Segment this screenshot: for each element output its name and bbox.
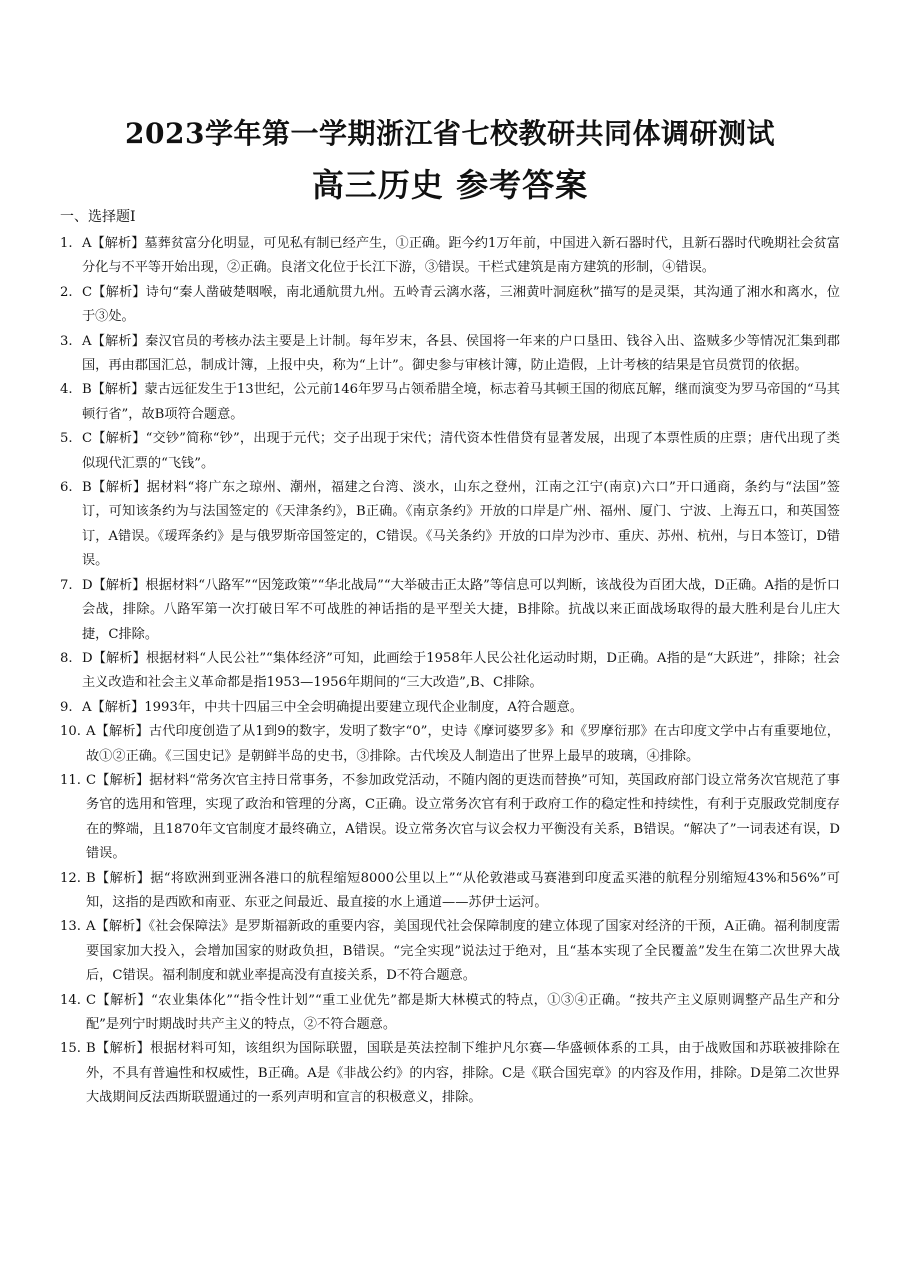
answer-item-5	[60, 427, 840, 476]
section-heading: 一、选择题Ⅰ	[60, 209, 136, 225]
answer-item-8	[60, 647, 840, 696]
document-title: 2023学年第一学期浙江省七校教研共同体调研测试	[125, 117, 775, 150]
item-text: A【解析】秦汉官员的考核办法主要是上计制。每年岁末，各县、侯国将一年来的户口垦田、钱谷入出、盗贼多少等情况汇集到郡国，再由郡国汇总，制成计簿，上报中央，称为“上计”。御史参与审核计簿，防止造假，上计考核的结果是官员赏罚的依据。	[82, 333, 840, 374]
answer-item-7	[60, 574, 840, 647]
item-text: C【解析】“农业集体化”“指令性计划”“重工业优先”都是斯大林模式的特点，①③④正确。“按共产主义原则调整产品生产和分配”是列宁时期战时共产主义的特点，②不符合题意。	[86, 992, 840, 1032]
answer-item-9	[60, 696, 840, 720]
item-number: 3.	[60, 333, 73, 349]
document-subtitle: 高三历史 参考答案	[311, 166, 589, 204]
item-text: C【解析】“交钞”简称“钞”，出现于元代；交子出现于宋代；清代资本性借贷有显著发展，出现了本票性质的庄票；唐代出现了类似现代汇票的“飞钱”。	[82, 431, 840, 471]
item-number: 11.	[60, 772, 81, 788]
answer-item-13	[60, 915, 840, 988]
answer-item-3	[60, 330, 840, 379]
item-text: D【解析】根据材料“人民公社”“集体经济”可知，此画绘于1958年人民公社化运动时期，D正确。A指的是“大跃进”，排除；社会主义改造和社会主义革命都是指1953—1956年期间的“三大改造”,B、C排除。	[82, 650, 840, 691]
answer-item-14	[60, 989, 840, 1038]
item-text: A【解析】古代印度创造了从1到9的数字，发明了数字“0”，史诗《摩诃婆罗多》和《罗摩衍那》在古印度文学中占有重要地位，故①②正确。《三国史记》是朝鲜半岛的史书，③排除。古代埃及人制造出了世界上最早的玻璃，④排除。	[86, 724, 840, 764]
item-number: 6.	[60, 480, 73, 496]
item-text: A【解析】1993年，中共十四届三中全会明确提出要建立现代企业制度，A符合题意。	[82, 699, 583, 715]
item-number: 15.	[60, 1041, 81, 1057]
item-number: 14.	[60, 992, 81, 1008]
item-number: 13.	[60, 919, 81, 935]
answer-item-10	[60, 720, 840, 769]
item-number: 7.	[60, 577, 73, 593]
item-text: B【解析】蒙古远征发生于13世纪，公元前146年罗马占领希腊全境，标志着马其顿王国的彻底瓦解，继而演变为罗马帝国的“马其顿行省”，故B项符合题意。	[82, 382, 840, 422]
item-number: 8.	[60, 650, 73, 666]
item-text: C【解析】诗句“秦人凿破楚咽喉，南北通航贯九州。五岭青云漓水落，三湘黄叶洞庭秋”描写的是灵渠，其沟通了湘水和离水，位于③处。	[82, 284, 840, 325]
item-number: 4.	[60, 382, 73, 398]
answer-item-1	[60, 232, 840, 281]
item-number: 1.	[60, 236, 73, 251]
answer-list	[60, 232, 840, 1111]
item-number: 9.	[60, 699, 73, 715]
item-text: D【解析】根据材料“八路军”“因笼政策”“华北战局”“大举破击正太路”等信息可以判断，该战役为百团大战，D正确。A指的是忻口会战，排除。八路军第一次打破日军不可战胜的神话指的是平型关大捷，B排除。抗战以来正面战场取得的最大胜利是台儿庄大捷，C排除。	[82, 577, 840, 642]
item-number: 12.	[60, 870, 81, 886]
answer-item-15	[60, 1037, 840, 1110]
answer-item-11	[60, 769, 840, 867]
item-text: B【解析】据材料“将广东之琼州、潮州，福建之台湾、淡水，山东之登州，江南之江宁(南京)六口”开口通商，条约与“法国”签订，可知该条约为与法国签定的《天津条约》，B正确。《南京条约》开放的口岸是广州、福州、厦门、宁波、上海五口，和英国签订，A错误。《瑷珲条约》是与俄罗斯帝国签定的，C错误。《马关条约》开放的口岸为沙市、重庆、苏州、杭州，与日本签订，D错误。	[82, 480, 840, 569]
item-number: 2.	[60, 284, 73, 300]
answer-item-6	[60, 476, 840, 574]
answer-item-2	[60, 281, 840, 330]
item-text: A【解析】墓葬贫富分化明显，可见私有制已经产生，①正确。距今约1万年前，中国进入新石器时代，且新石器时代晚期社会贫富分化与不平等开始出现，②正确。良渚文化位于长江下游，③错误。干栏式建筑是南方建筑的形制，④错误。	[82, 236, 840, 276]
item-text: B【解析】据“将欧洲到亚洲各港口的航程缩短8000公里以上”“从伦敦港或马赛港到印度孟买港的航程分别缩短43%和56%”可知，这指的是西欧和南亚、东亚之间最近、最直接的水上通道——苏伊士运河。	[86, 870, 840, 910]
item-text: A【解析】《社会保障法》是罗斯福新政的重要内容，美国现代社会保障制度的建立体现了国家对经济的干预，A正确。福利制度需要国家加大投入，会增加国家的财政负担，B错误。“完全实现”说法过于绝对，且“基本实现了全民覆盖”发生在第二次世界大战后，C错误。福利制度和就业率提高没有直接关系，D不符合题意。	[86, 919, 840, 984]
item-text: C【解析】据材料“常务次官主持日常事务，不参加政党活动，不随内阁的更迭而替换”可知，英国政府部门设立常务次官规范了事务官的选用和管理，实现了政治和管理的分离，C正确。设立常务次官有利于政府工作的稳定性和持续性，有利于克服政党制度存在的弊端，且1870年文官制度才最终确立，A错误。设立常务次官与议会权力平衡没有关系，B错误。“解决了”一词表述有误，D错误。	[86, 772, 840, 862]
item-number: 5.	[60, 431, 73, 447]
answer-item-4	[60, 378, 840, 427]
answer-item-12	[60, 867, 840, 916]
item-number: 10.	[60, 724, 81, 740]
item-text: B【解析】根据材料可知，该组织为国际联盟，国联是英法控制下维护凡尔赛—华盛顿体系的工具，由于战败国和苏联被排除在外，不具有普遍性和权威性，B正确。A是《非战公约》的内容，排除。C是《联合国宪章》的内容及作用，排除。D是第二次世界大战期间反法西斯联盟通过的一系列声明和宣言的积极意义，排除。	[86, 1041, 840, 1106]
